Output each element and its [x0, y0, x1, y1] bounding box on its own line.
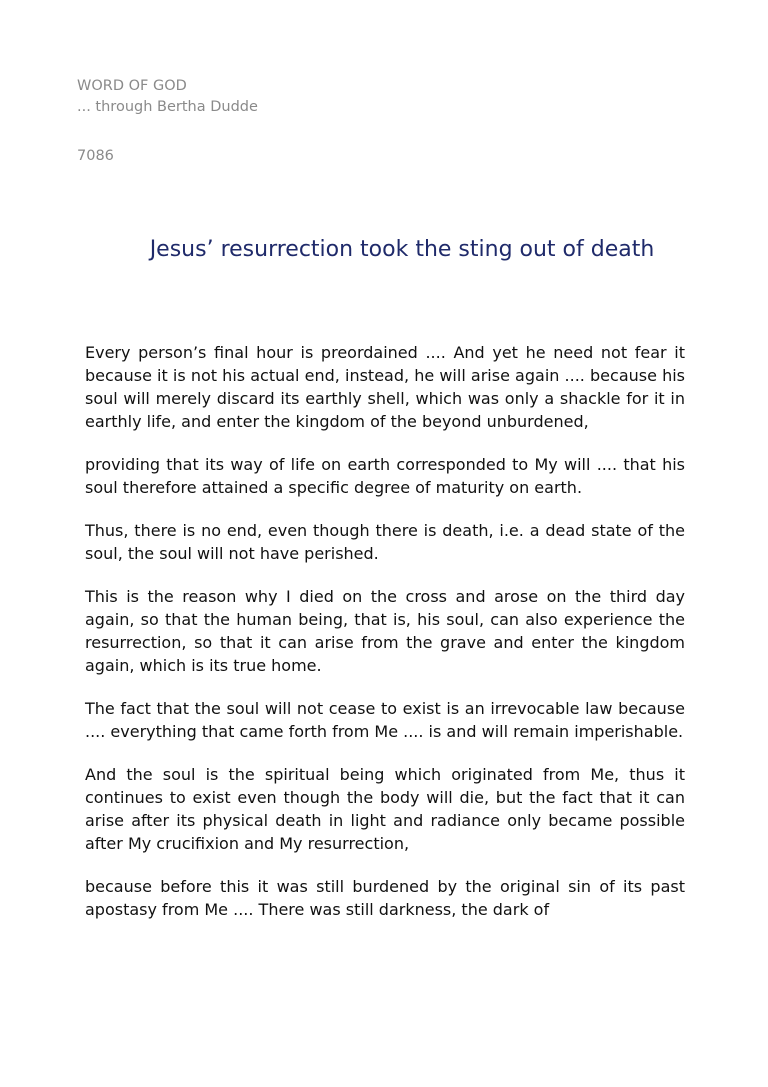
document-number: 7086 [77, 148, 114, 164]
paragraph-2: providing that its way of life on earth corresponded to My will .... that his soul therefore attained a specific degree of maturity on earth. [85, 455, 685, 497]
document-header [77, 76, 577, 118]
paragraph-5: The fact that the soul will not cease to exist is an irrevocable law because .... everything that came forth from Me .... is and will remain imperishable. [85, 699, 685, 741]
page-title: Jesus’ resurrection took the sting out of death [149, 237, 655, 262]
paragraph-4: This is the reason why I died on the cross and arose on the third day again, so that the human being, that is, his soul, can also experience the resurrection, so that it can arise from the grave and enter the kingdom again, which is its true home. [85, 587, 685, 675]
paragraph-1: Every person’s final hour is preordained .... And yet he need not fear it because it is not his actual end, instead, he will arise again .... because his soul will merely discard its earthly shell, which was only a shackle for it in earthly life, and enter the kingdom of the beyond unburdened, [85, 343, 685, 431]
author-line: ... through Bertha Dudde [77, 99, 258, 115]
paragraph-3: Thus, there is no end, even though there is death, i.e. a dead state of the soul, the soul will not have perished. [85, 521, 685, 563]
series-title: WORD OF GOD [77, 78, 187, 94]
paragraph-6: And the soul is the spiritual being which originated from Me, thus it continues to exist even though the body will die, but the fact that it can arise after its physical death in light and radiance only became possible after My crucifixion and My resurrection, [85, 765, 685, 853]
paragraph-7: because before this it was still burdened by the original sin of its past apostasy from Me .... There was still darkness, the dark of [85, 877, 685, 919]
body-text [85, 341, 685, 941]
